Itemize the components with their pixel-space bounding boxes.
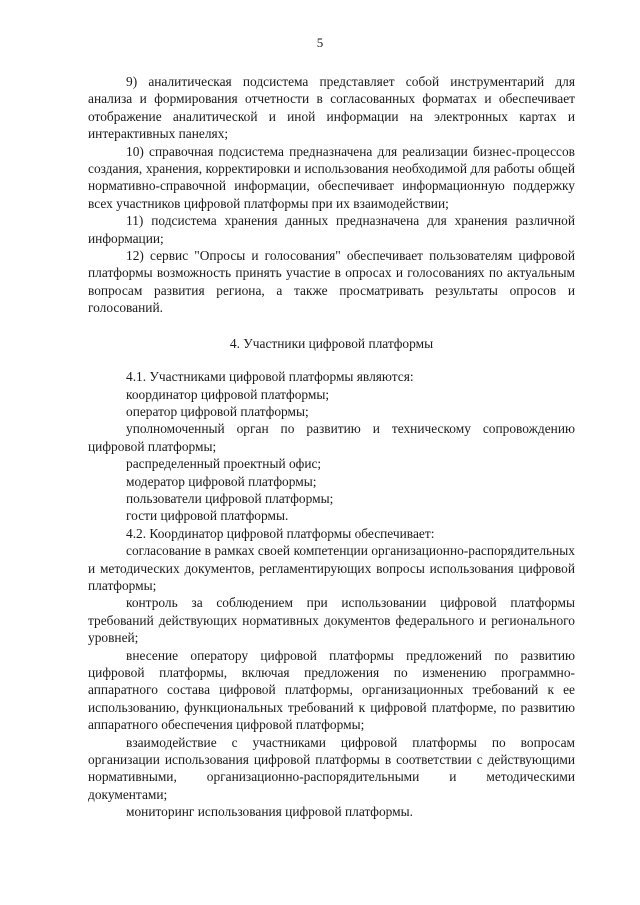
- paragraph: 12) сервис "Опросы и голосования" обеспечивает пользователям цифровой платформы возможность принять участие в опросах и голосованиях по актуальным вопросам развития региона, а также просматривать результаты опросов и голосований.: [88, 248, 575, 316]
- page-number: 5: [316, 35, 324, 50]
- list-item: оператор цифровой платформы;: [126, 403, 309, 419]
- paragraph: 11) подсистема хранения данных предназначена для хранения различной информации;: [88, 213, 575, 246]
- paragraph: 4.1. Участниками цифровой платформы являются:: [126, 369, 414, 385]
- document-body: [88, 73, 575, 821]
- list-item: контроль за соблюдением при использовании цифровой платформы требований действующих нормативных документов федерального и регионального уровней;: [88, 595, 575, 646]
- paragraph: 10) справочная подсистема предназначена для реализации бизнес-процессов создания, хранения, корректировки и использования необходимой для работы общей нормативно-справочной информации, обеспечивает информационную поддержку всех участников цифровой платформы при их взаимодействии;: [88, 143, 575, 211]
- list-item: пользователи цифровой платформы;: [126, 490, 334, 506]
- paragraph: 4.2. Координатор цифровой платформы обеспечивает:: [126, 525, 435, 541]
- list-item: согласование в рамках своей компетенции организационно-распорядительных и методических документов, регламентирующих вопросы использования цифровой платформы;: [88, 543, 575, 593]
- list-item: распределенный проектный офис;: [126, 456, 322, 472]
- list-item: внесение оператору цифровой платформы предложений по развитию цифровой платформы, включая предложения по изменению программно-аппаратного состава цифровой платформы, организационных требований к ее использованию, функциональных требований к цифровой платформе, по развитию аппаратного обеспечения цифровой платформы;: [88, 647, 575, 733]
- list-item: мониторинг использования цифровой платформы.: [126, 804, 413, 820]
- list-item: уполномоченный орган по развитию и техническому сопровождению цифровой платформы;: [88, 421, 575, 454]
- paragraph: 9) аналитическая подсистема представляет собой инструментарий для анализа и формирования отчетности в согласованных форматах и обеспечивает отображение аналитической и иной информации на электронных картах и интерактивных панелях;: [88, 74, 575, 142]
- list-item: координатор цифровой платформы;: [126, 386, 330, 402]
- list-item: взаимодействие с участниками цифровой платформы по вопросам организации использования цифровой платформы в соответствии с действующими нормативными, организационно-распорядительными и методическими документами;: [88, 734, 575, 802]
- list-item: гости цифровой платформы.: [126, 508, 289, 524]
- section-heading: 4. Участники цифровой платформы: [229, 335, 434, 351]
- list-item: модератор цифровой платформы;: [126, 473, 317, 489]
